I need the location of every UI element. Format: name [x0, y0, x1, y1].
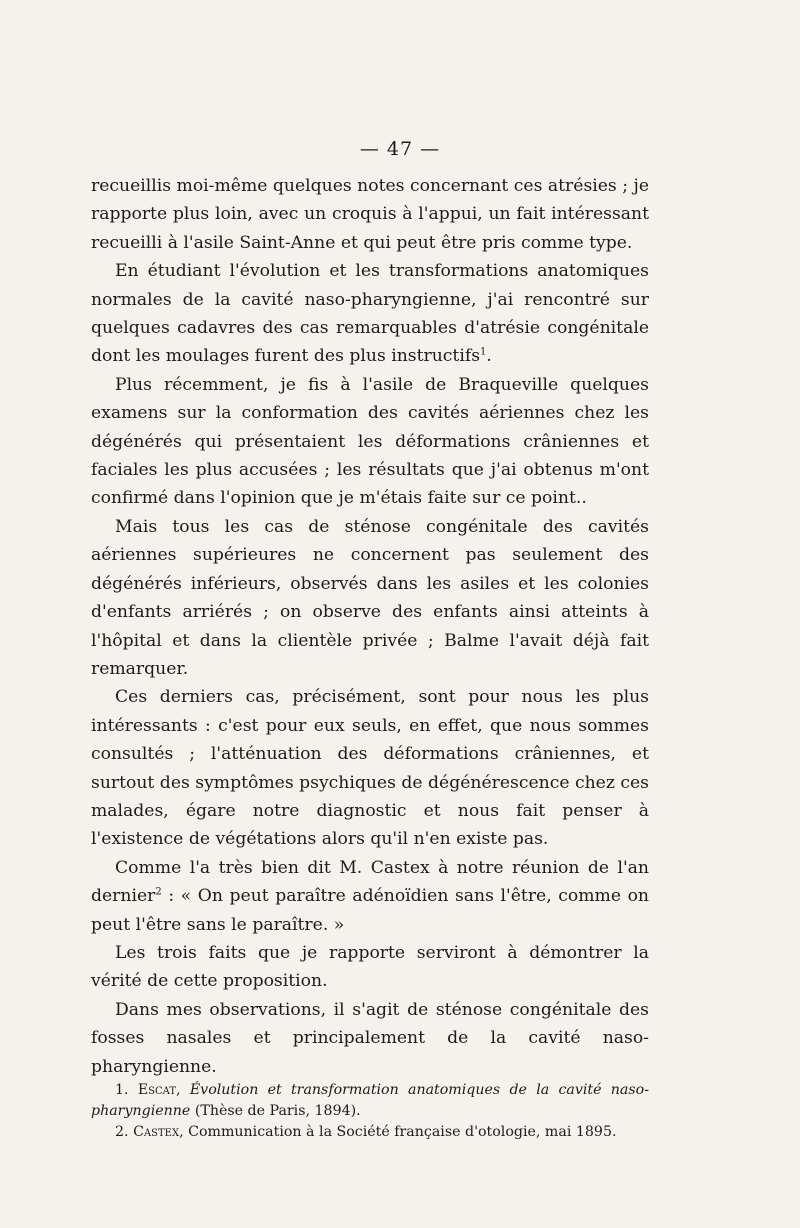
footnotes	[91, 1080, 649, 1143]
footnote-2-number: 2.	[115, 1124, 129, 1140]
paragraph-2: En étudiant l'évolution et les transformations anatomiques normales de la cavité naso-pharyngienne, j'ai rencontré sur quelques cadavres des cas remarquables d'atrésie congénitale dont les moulages furent des plus instructifs$^1$.	[91, 261, 649, 367]
footnote-2-text: Communication à la Société française d'otologie, mai 1895.	[188, 1124, 617, 1140]
paragraph-8: Dans mes observations, il s'agit de sténose congénitale des fosses nasales et principalement de la cavité naso-pharyngienne.	[91, 999, 649, 1077]
footnote-1-number: 1.	[115, 1082, 129, 1098]
paragraph-5: Ces derniers cas, précisément, sont pour nous les plus intéressants : c'est pour eux seuls, en effet, que nous sommes consultés ; l'atténuation des déformations crâniennes, et surtout des symptômes psychiques de dégénérescence chez ces malades, égare notre diagnostic et nous fait penser à l'existence de végétations alors qu'il n'en existe pas.	[91, 687, 649, 850]
footnote-ref-1: 1	[480, 346, 487, 358]
paragraph-4: Mais tous les cas de sténose congénitale des cavités aériennes supérieures ne concernent pas seulement des dégénérés inférieurs, observés dans les asiles et les colonies d'enfants arriérés ; on observe des enfants ainsi atteints à l'hôpital et dans la clientèle privée ; Balme l'avait déjà fait remarquer.	[91, 516, 649, 679]
paragraph-6-text-a: Comme l'a très bien dit M. Castex à notre réunion de l'an dernier	[91, 857, 649, 907]
body-text	[91, 172, 649, 1081]
page-number: — 47 —	[359, 138, 441, 160]
paragraph-2-text: En étudiant l'évolution et les transformations anatomiques normales de la cavité naso-pharyngienne, j'ai rencontré sur quelques cadavres des cas remarquables d'atrésie congénitale dont les moulages furent des plus instructifs	[91, 261, 649, 367]
paragraph-6-text-b: : « On peut paraître adénoïdien sans l'être, comme on peut l'être sans le paraître. »	[91, 886, 649, 935]
footnote-1	[91, 1080, 649, 1122]
footnote-ref-2: 2	[155, 886, 162, 898]
paragraph-1: recueillis moi-même quelques notes concernant ces atrésies ; je rapporte plus loin, avec un croquis à l'appui, un fait intéressant recueilli à l'asile Saint-Anne et qui peut être pris comme type.	[91, 176, 649, 253]
footnote-1-source: (Thèse de Paris, 1894).	[194, 1103, 361, 1119]
footnote-1-author: Escat,	[137, 1082, 181, 1098]
footnote-2	[91, 1122, 649, 1143]
footnote-1-title: Évolution et transformation anatomiques de la cavité naso-pharyngienne	[91, 1082, 649, 1119]
footnote-2-author: Castex,	[133, 1124, 184, 1140]
paragraph-7: Les trois faits que je rapporte serviront à démontrer la vérité de cette proposition.	[91, 942, 649, 992]
paragraph-6	[91, 854, 649, 939]
paragraph-3: Plus récemment, je fis à l'asile de Braqueville quelques examens sur la conformation des cavités aériennes chez les dégénérés qui présentaient les déformations crâniennes et faciales les plus accusées ; les résultats que j'ai obtenus m'ont confirmé dans l'opinion que je m'étais faite sur ce point..	[91, 374, 649, 509]
